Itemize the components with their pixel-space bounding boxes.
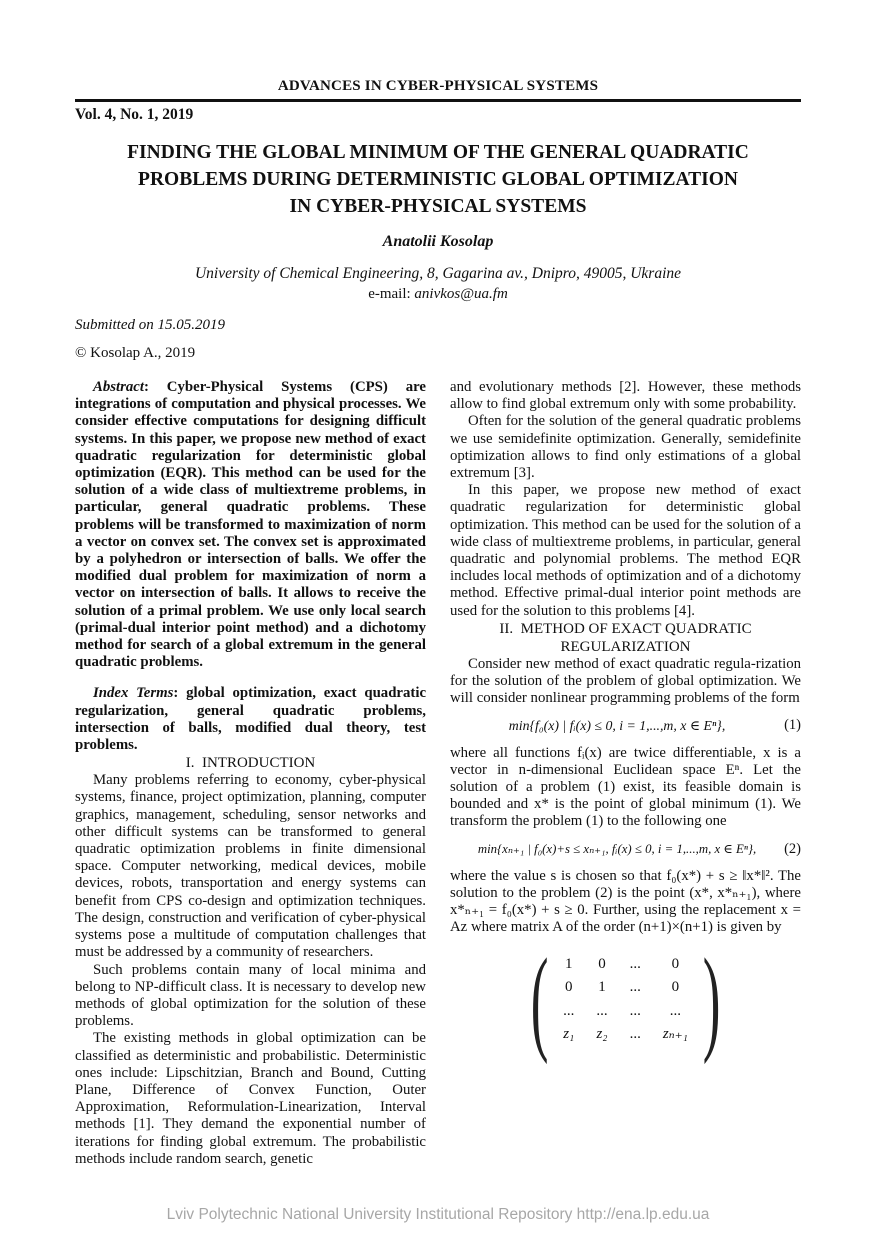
index-terms-text: : global optimization, exact quadratic regularization, general quadratic problems, intersection of balls, modified dual theory, test problems.	[75, 685, 427, 754]
method-heading-line-2: REGULARIZATION	[560, 638, 691, 655]
matrix-cell: ...	[563, 1002, 575, 1019]
title-line-3: IN CYBER-PHYSICAL SYSTEMS	[289, 196, 587, 217]
author-name: Anatolii Kosolap	[382, 233, 494, 250]
submitted-date: Submitted on 15.05.2019	[75, 317, 225, 333]
intro-paragraph-3: The existing methods in global optimization can be classified as deterministic and probabilistic. Deterministic ones include: Lipschitzian, Branch and Bound, Cutting Plane, Difference of Convex Function, Outer Approximation, Reformulation-Linearization, Interval methods [1]. They demand the exponential number of iterations for finding global extremum. The probabilistic methods include random search, genetic	[75, 1030, 426, 1167]
abstract-label: Abstract	[93, 379, 144, 395]
copyright-line: © Kosolap A., 2019	[75, 345, 196, 361]
abstract-text: : Cyber-Physical Systems (CPS) are integrations of computation and physical processes. We consider effective computations for designing difficult systems. In this paper, we propose new method of exact quadratic regularization for deterministic global optimization (EQR). This method can be used for the solution of a wide class of multiextreme problems, in particular, general quadratic problems. These problems will be transformed to maximization of norm a vector on convex set. The convex set is approximated by a polyhedron or intersection of balls. We offer the modified dual problem for maximization of norm a vector on intersection of balls. It allows to receive the solution of a primal problem. We use only local search (primal-dual interior point method) and a dichotomy method for search of a global extremum in the general quadratic problems.	[75, 379, 426, 671]
matrix-cell: z₁	[563, 1025, 575, 1042]
method-paragraph-3: where the value s is chosen so that f₀(x*) + s ≥ ‖x*‖². The solution to the problem (2) is the point (x*, x*ₙ₊₁), where x*ₙ₊₁ = f₀(x*) + s ≥ 0. Further, using the replacement x = Az where matrix A of the order (n+1)×(n+1) is given by	[450, 867, 801, 936]
matrix-cell: zₙ₊₁	[662, 1025, 688, 1042]
matrix-cells	[559, 956, 692, 1043]
equation-1-body: min{f₀(x) | fᵢ(x) ≤ 0, i = 1,...,m, x ∈ Eⁿ},	[508, 718, 726, 734]
method-heading-line-1: II. METHOD OF EXACT QUADRATIC	[499, 620, 752, 637]
matrix-cell: ...	[596, 1002, 608, 1019]
right-paragraph-2: Often for the solution of the general quadratic problems we use semidefinite optimization. Generally, semidefinite optimization allows to find only estimations of a global extremum [3].	[450, 413, 801, 482]
volume-line: Vol. 4, No. 1, 2019	[75, 106, 194, 123]
matrix-right-paren: )	[702, 933, 721, 1065]
left-column	[75, 379, 426, 1206]
method-paragraph-1: Consider new method of exact quadratic regula-rization for the solution of the problem of global optimization. We will consider nonlinear programming problems of the form	[450, 655, 801, 707]
two-column-body	[75, 379, 801, 1206]
matrix-cell: 1	[598, 979, 606, 996]
abstract-paragraph	[75, 379, 426, 671]
matrix-cell: 1	[564, 956, 573, 973]
email-address: anivkos@ua.fm	[410, 286, 508, 302]
section-heading-method	[450, 620, 801, 656]
equation-1-number: (1)	[784, 717, 801, 734]
matrix-left-paren: (	[530, 933, 549, 1065]
equation-2	[450, 841, 801, 858]
email-line	[75, 286, 801, 303]
journal-header: ADVANCES IN CYBER-PHYSICAL SYSTEMS	[277, 78, 599, 94]
intro-paragraph-1: Many problems referring to economy, cyber-physical systems, finance, project optimization, planning, computer graphics, management, scheduling, sensor networks and other difficult systems can be transformed to general quadratic optimization problems in finite dimensional space. Computer networking, medical devices, mobile devices, robots, transportation and energy systems can benefit from CPS co-design and optimization techniques. The design, construction and verification of cyber-physical systems pose a multitude of computation challenges that must be addressed by a community of researchers.	[75, 772, 426, 961]
index-terms-paragraph	[75, 685, 426, 754]
matrix-cell: ...	[629, 979, 641, 996]
matrix-cell: ...	[669, 1002, 681, 1019]
title-line-1: FINDING THE GLOBAL MINIMUM OF THE GENERAL QUADRATIC	[127, 142, 749, 163]
right-paragraph-3: In this paper, we propose new method of exact quadratic regularization for deterministic global optimization. This method can be used for the solution of a wide class of multiextreme problems, in particular, general quadratic and polynomial problems. The method EQR includes local methods of optimization and of a dichotomy method. Effective primal-dual interior point methods are used for the solution to this problems [4].	[450, 482, 801, 619]
right-column	[450, 379, 801, 1206]
matrix-cell: 0	[598, 956, 606, 973]
matrix-cell: ...	[629, 1002, 641, 1019]
right-paragraph-1: and evolutionary methods [2]. However, these methods allow to find global extremum only with some probability.	[450, 379, 801, 413]
index-terms-label: Index Terms	[93, 685, 174, 702]
paper-title	[75, 139, 801, 220]
matrix-cell: 0	[671, 956, 680, 973]
matrix-cell: ...	[629, 1025, 641, 1042]
matrix-cell: ...	[629, 956, 641, 973]
matrix-cell: 0	[564, 979, 573, 996]
matrix-cell: z₂	[596, 1025, 608, 1042]
matrix-a	[450, 933, 801, 1065]
repository-footer: Lviv Polytechnic National University Institutional Repository http://ena.lp.edu.ua	[166, 1206, 710, 1223]
equation-2-number: (2)	[784, 840, 801, 857]
section-heading-introduction: I. INTRODUCTION	[185, 755, 316, 772]
method-paragraph-2: where all functions fᵢ(x) are twice differentiable, x is a vector in n-dimensional Euclidean space Eⁿ. Let the solution of a problem (1) exist, its feasible domain is bounded and x* is the point of global minimum (1). We transform the problem (1) to the following one	[450, 744, 801, 830]
equation-1	[450, 717, 801, 734]
author-affiliation: University of Chemical Engineering, 8, Gagarina av., Dnipro, 49005, Ukraine	[194, 265, 682, 282]
matrix-cell: 0	[671, 979, 680, 996]
header-rule	[75, 99, 801, 102]
email-label: e-mail:	[368, 286, 411, 302]
intro-paragraph-2: Such problems contain many of local minima and belong to NP-difficult class. It is necessary to develop new methods of global optimization for the solution of these problems.	[75, 961, 426, 1030]
equation-2-body: min{xₙ₊₁ | f₀(x)+s ≤ xₙ₊₁, fᵢ(x) ≤ 0, i = 1,...,m, x ∈ Eⁿ},	[477, 841, 757, 856]
title-line-2: PROBLEMS DURING DETERMINISTIC GLOBAL OPTIMIZATION	[138, 169, 738, 190]
